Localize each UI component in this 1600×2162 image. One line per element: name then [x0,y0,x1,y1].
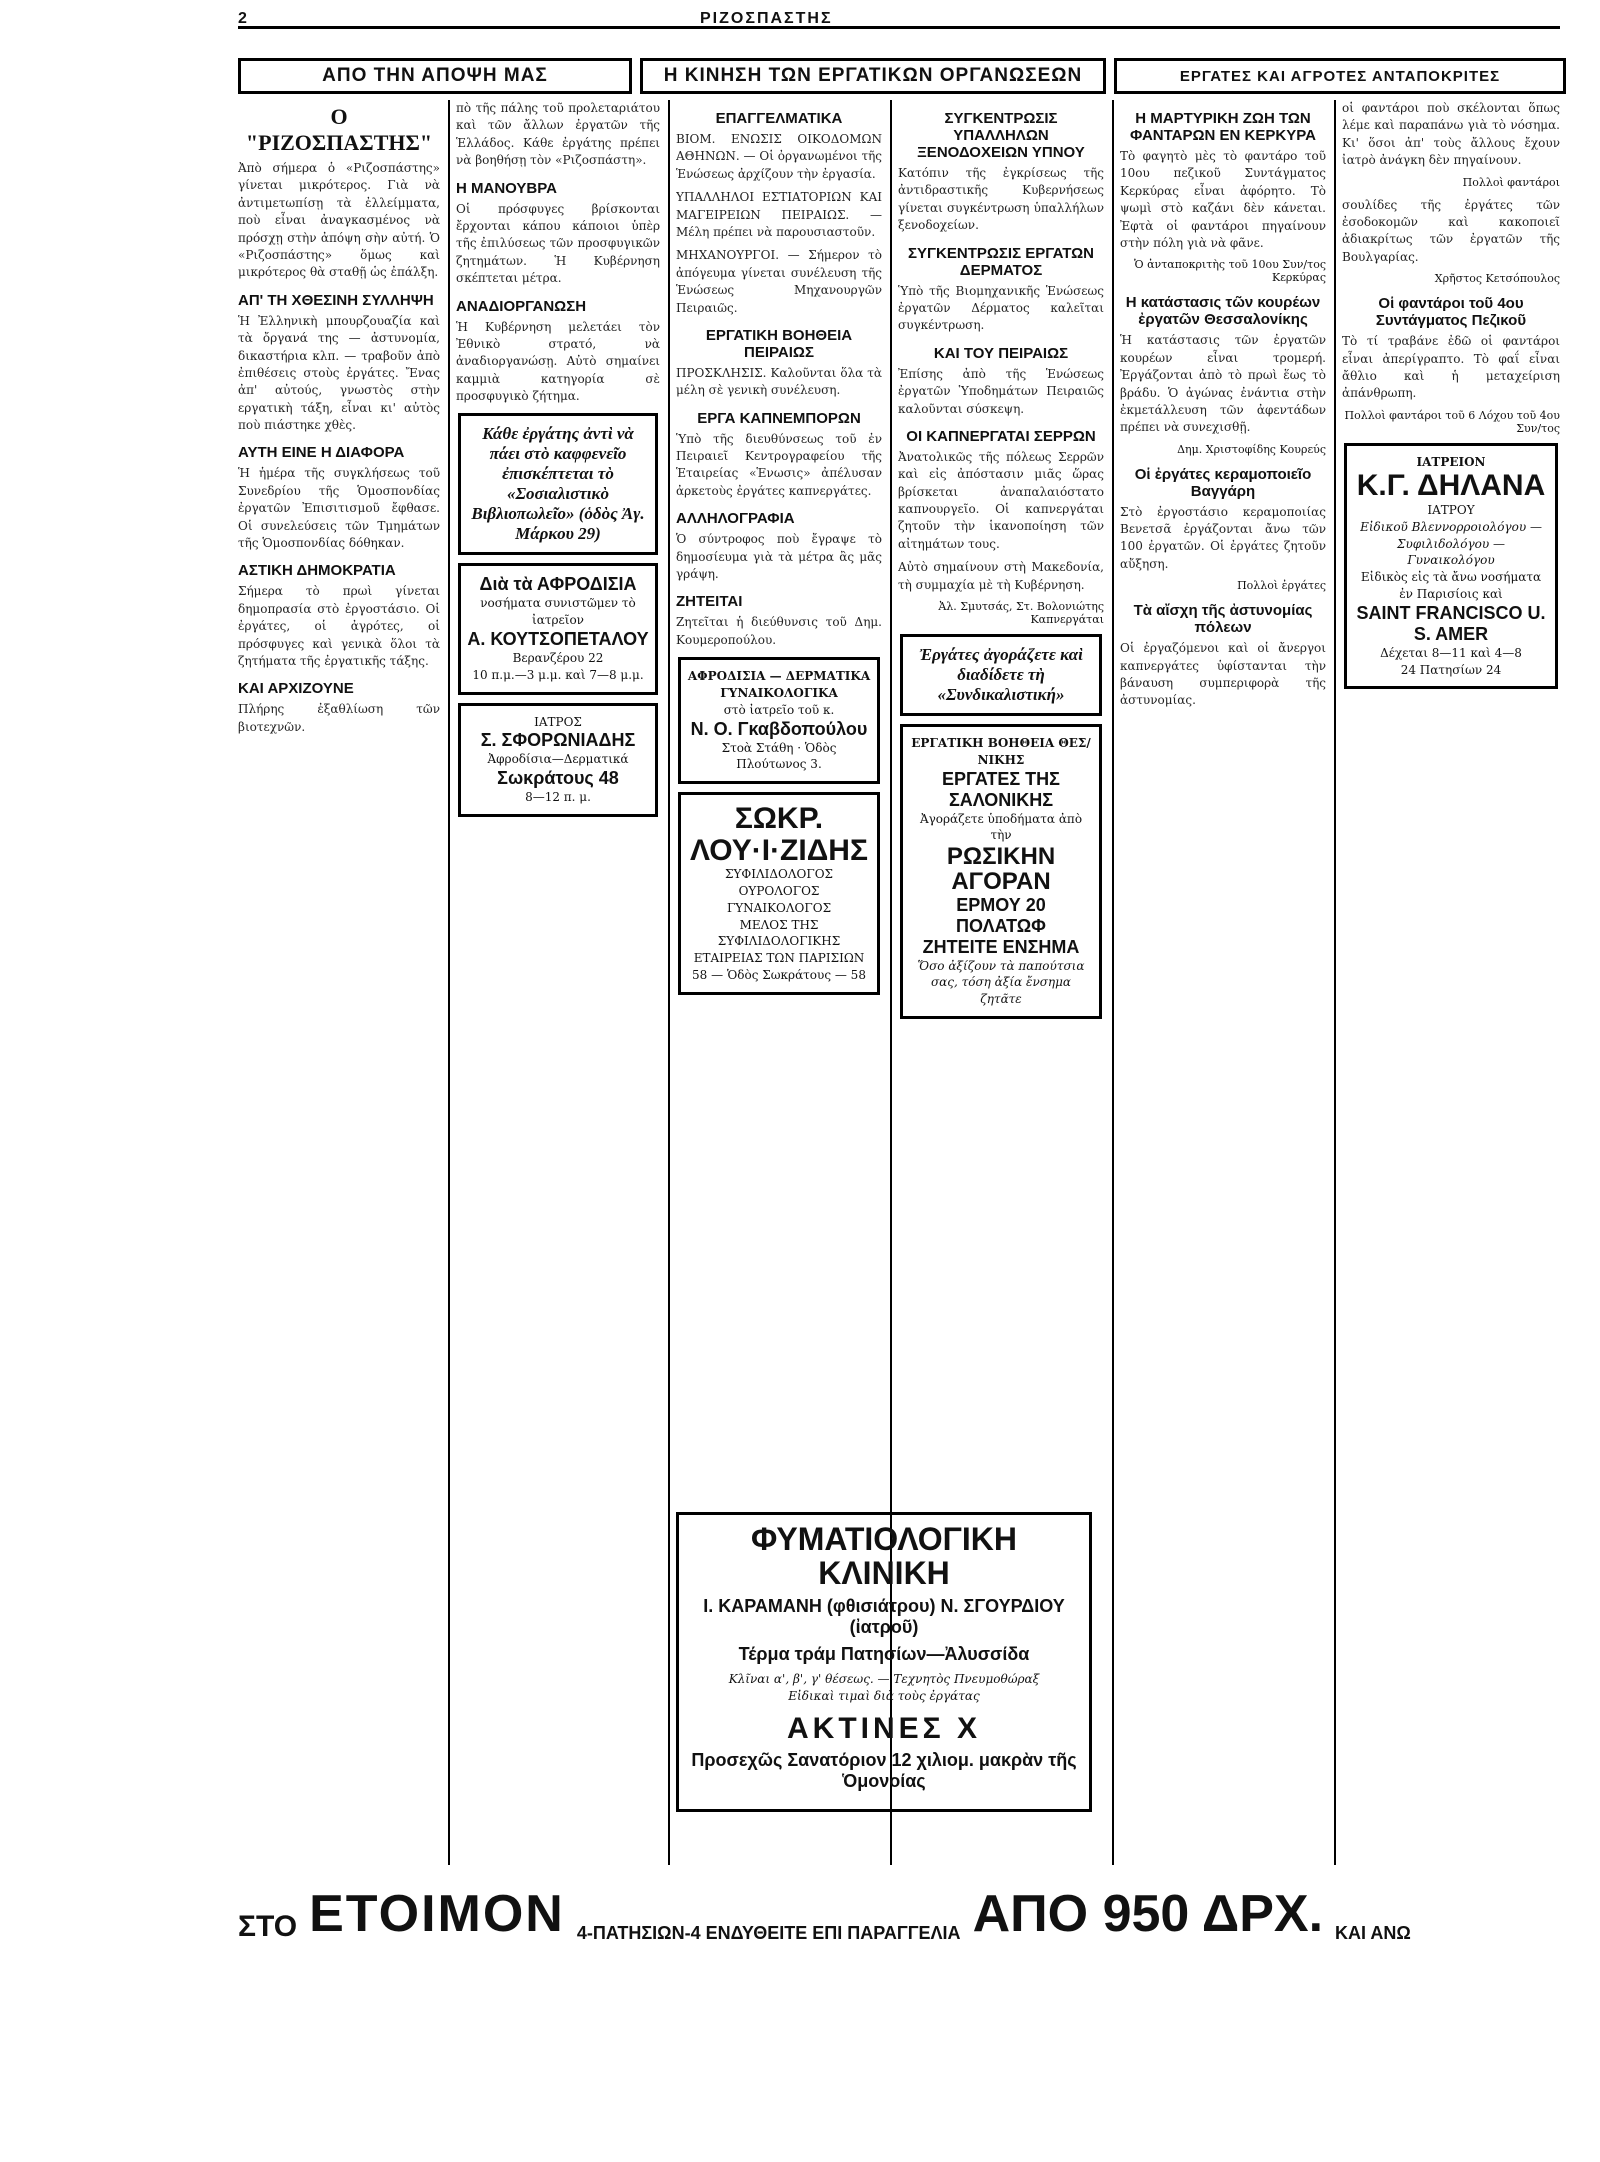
signature: Ἀλ. Σμυτσάς, Στ. Βολονιώτης Καπνεργάται [938,600,1104,627]
ad-koutsopetalou: Διὰ τὰ ΑΦΡΟΔΙΣΙΑ νοσήματα συνιστῶμεν τὸ ἰατρεῖον Α. ΚΟΥΤΣΟΠΕΤΑΛΟΥ Βερανζέρου 22 10 π.μ.—3 μ.μ. καὶ 7—8 μ.μ. [458,563,658,694]
column-1 [238,100,440,1865]
column-rule [1334,100,1336,1865]
column-rule [1112,100,1114,1865]
article-text: Ἀπὸ σήμερα ὁ «Ριζοσπάστης» γίνεται μικρότερος. Γιὰ νὰ ἀντιμετωπίσῃ τὰ ἐλλείμματα, ποὺ εἶναι ἀναγκασμένος νὰ πρόσχῃ στὴν ἀπόψη σὴν αὐτή. Ὁ «Ριζοσπάστης» ὅμως καὶ μικρότερος θὰ σταθῇ ὡς ἐπάλξη. [238,161,440,280]
article-subhead: ΣΥΓΚΕΝΤΡΩΣΙΣ ΕΡΓΑΤΩΝ ΔΕΡΜΑΤΟΣ [908,244,1094,279]
article-headline: Ο "ΡΙΖΟΣΠΑΣΤΗΣ" [245,104,433,155]
footer-store-name: ΕΤΟΙΜΟΝ [309,1885,565,1943]
article-subhead: ΕΡΓΑΤΙΚΗ ΒΟΗΘΕΙΑ ΠΕΙΡΑΙΩΣ [705,326,853,361]
article-text: ΥΠΑΛΛΗΛΟΙ ΕΣΤΙΑΤΟΡΙΩΝ ΚΑΙ ΜΑΓΕΙΡΕΙΩΝ ΠΕΙΡΑΙΩΣ. — Μέλη πρέπει νὰ παρουσιαστοῦν. [676,190,882,239]
column-3 [676,100,882,1240]
signature: Πολλοὶ φαντάροι [1462,175,1560,189]
article-text: ΒΙΟΜ. ΕΝΩΣΙΣ ΟΙΚΟΔΟΜΩΝ ΑΘΗΝΩΝ. — Οἱ ὀργανωμένοι τῆς Ἑνώσεως ἀρχίζουν τὴν ἐργασία. [676,132,882,181]
article-text: Πλήρης ἐξαθλίωση τῶν βιοτεχνῶν. [238,702,440,734]
article-text: Τὸ τί τραβάνε ἐδῶ οἱ φαντάροι εἶναι ἀπερίγραπτο. Τὸ φαΐ εἶναι ἄθλιο καὶ ἡ μεταχείριση ἀπάνθρωπη. [1342,334,1560,401]
article-text: Στὸ ἐργοστάσιο κεραμοποιίας Βενετσᾶ ἐργάζονται ἄνω τῶν 100 ἐργατῶν. Οἱ ἐργάτες ζητοῦν αὔξηση. [1120,504,1326,571]
article-subhead: ΣΥΓΚΕΝΤΡΩΣΙΣ ΥΠΑΛΛΗΛΩΝ ΞΕΝΟΔΟΧΕΙΩΝ ΥΠΝΟΥ [917,110,1085,161]
section-band-opinion: ΑΠΟ ΤΗΝ ΑΠΟΨΗ ΜΑΣ [238,58,632,94]
ad-rosiki-agora: ΕΡΓΑΤΙΚΗ ΒΟΗΘΕΙΑ ΘΕΣ/ΝΙΚΗΣ ΕΡΓΑΤΕΣ ΤΗΣ ΣΑΛΟΝΙΚΗΣ Ἀγοράζετε ὑποδήματα ἀπὸ τὴν ΡΩΣΙΚΗΝ ΑΓΟΡΑΝ ΕΡΜΟΥ 20 ΠΟΛΑΤΩΦ ΖΗΤΕΙΤΕ ΕΝΣΗΜΑ Ὅσο ἀξίζουν τὰ παπούτσια σας, τόση ἀξία ἔνσημα ζητᾶτε [900,724,1102,1019]
article-subhead: ΚΑΙ ΑΡΧΙΖΟΥΝΕ [238,680,354,698]
article-subhead: ΑΥΤΗ ΕΙΝΕ Η ΔΙΑΦΟΡΑ [238,444,405,462]
footer-price: ΑΠΟ 950 ΔΡΧ. [972,1885,1324,1943]
article-subhead: Η ΜΑΡΤΥΡΙΚΗ ΖΩΗ ΤΩΝ ΦΑΝΤΑΡΩΝ ΕΝ ΚΕΡΚΥΡΑ [1130,110,1316,144]
article-subhead: ΟΙ ΚΑΠΝΕΡΓΑΤΑΙ ΣΕΡΡΩΝ [906,427,1096,445]
article-subhead: ΑΝΑΔΙΟΡΓΑΝΩΣΗ [456,297,587,315]
article-text: Ἡ κατάστασις τῶν ἐργατῶν κουρέων εἶναι τρομερή. Ἐργάζονται ἀπὸ τὸ πρωὶ ἕως τὸ βράδυ. Ὁ ἀγώνας ἐνάντια στὴν ἐκμετάλλευση τῶν ἀφεντάδων πρέπει νὰ συνεχισθῇ. [1120,333,1326,435]
column-4 [898,100,1104,1240]
signature: Πολλοὶ φαντάροι τοῦ 6 Λόχου τοῦ 4ου Συν/τος [1344,408,1560,435]
signature: Δημ. Χριστοφίδης Κουρεύς [1177,442,1326,456]
article-text: Ἀνατολικῶς τῆς πόλεως Σερρῶν καὶ εἰς ἀπόστασιν μιᾶς ὥρας βρίσκεται ἀναπαλαιόστατο καπνουργεῖο. Οἱ καπνεργάται ζητοῦν τὴν ἱκανοποίηση τῶν αἰτημάτων τους. [898,449,1104,551]
article-text: Ὑπὸ τῆς διευθύνσεως τοῦ ἐν Πειραιεῖ Κεντρογραφείου τῆς Ἑταιρείας «Ἑνωσις» ἀπέλυσαν ἀρκετοὺς ἐργάτες καπνεργάτες. [676,431,882,498]
page-number: 2 [238,10,247,27]
signature: Χρῆστος Κετσόπουλος [1434,272,1560,286]
article-subhead: ΑΣΤΙΚΗ ΔΗΜΟΚΡΑΤΙΑ [238,562,396,580]
column-rule [668,100,670,1865]
article-text: Ἐπίσης ἀπὸ τῆς Ἑνώσεως ἐργατῶν Ὑποδημάτων Πειραιῶς καλοῦνται σύσκεψη. [898,366,1104,416]
article-subhead: Η κατάστασις τῶν κουρέων ἐργατῶν Θεσσαλονίκης [1125,294,1321,329]
footer-text: ΣΤΟ [238,1910,298,1943]
ad-dilana: ΙΑΤΡΕΙΟΝ Κ.Γ. ΔΗΛΑΝΑ ΙΑΤΡΟΥ Εἰδικοῦ Βλεννορροιολόγου — Συφιλιδολόγου — Γυναικολόγου Εἰδικὸς εἰς τὰ ἄνω νοσήματα ἐν Παρισίοις καὶ SAINT FRANCISCO U. S. AMER Δέχεται 8—11 καὶ 4—8 24 Πατησίων 24 [1344,443,1558,690]
article-subhead: ΑΛΛΗΛΟΓΡΑΦΙΑ [676,510,795,528]
article-text: Ἡ ἡμέρα τῆς συγκλήσεως τοῦ Συνεδρίου τῆς Ὁμοσπονδίας ἐργατῶν Ἐπισιτισμοῦ ἔφθασε. Οἱ συνελεύσεις τῶν Τμημάτων τῆς Ὁμοσπονδίας δόθηκαν. [238,466,440,551]
signature: Ὁ ἀνταποκριτὴς τοῦ 10ου Συν/τος Κερκύρας [1134,258,1326,285]
column-2 [456,100,660,1865]
masthead: ΡΙΖΟΣΠΑΣΤΗΣ [700,10,833,27]
article-text: ΠΡΟΣΚΛΗΣΙΣ. Καλοῦνται ὅλα τὰ μέλη σὲ γενικὴ συνέλευση. [676,365,882,398]
article-subhead: Οἱ ἐργάτες κεραμοποιεῖο Βαγγάρη [1134,465,1312,500]
article-subhead: ΖΗΤΕΙΤΑΙ [676,593,743,611]
article-text: Ἡ Κυβέρνηση μελετάει τὸν Ἐθνικὸ στρατό, νὰ ἀναδιοργανώσῃ. Αὐτὸ σημαίνει καμμιὰ κατηγορία σὲ προσφυγικὸ ζήτημα. [456,319,660,404]
article-subhead: Η ΜΑΝΟΥΒΡΑ [456,179,557,197]
ad-gavdopoulou: ΑΦΡΟΔΙΣΙΑ — ΔΕΡΜΑΤΙΚΑ ΓΥΝΑΙΚΟΛΟΓΙΚΑ στὸ ἰατρεῖο τοῦ κ. Ν. Ο. Γκαβδοπούλου Στοὰ Στάθη · Ὁδὸς Πλούτωνος 3. [678,657,880,784]
article-text: Ἡ Ἐλληνικὴ μπουρζουαζία καὶ τὰ ὄργανά της — ἀστυνομία, δικαστήρια κλπ. — τραβοῦν ἀπὸ ἐπιθέσεις στοὺς ἐργάτες. Ἔνας ἀπ' αὐτούς, γνωστὸς στὴν εργατικὴ τάξη, εἶναι κι' αὐτὸς ποὺ πιάστηκε χθὲς. [238,313,440,433]
article-subhead: Οἱ φαντάροι τοῦ 4ου Συντάγματος Πεζικοῦ [1375,295,1527,330]
article-text: Οἱ πρόσφυγες βρίσκονται ἔρχονται κάπου κάποιοι ὑπὲρ τῆς ἐπιλύσεως τῶν προσφυγικῶν ζητημάτων. Ἡ Κυβέρνηση σκέπτεται μέτρα. [456,201,660,286]
column-rule [448,100,450,1865]
article-text: σουλίδες τῆς ἐργάτες τῶν ἐσοδοκομῶν καὶ κακοποιεῖ ἀδιακρίτως τῶν ἐργατῶν τῆς Βουλγαρίας. [1342,197,1560,264]
article-text: πὸ τῆς πάλης τοῦ προλεταριάτου καὶ τῶν ἄλλων ἐργατῶν τῆς Ἑλλάδος. Κάθε ἐργάτης πρέπει νὰ βοηθήσῃ τὸν «Ριζοσπάστη». [456,101,660,168]
article-text: Ὑπὸ τῆς Βιομηχανικῆς Ἑνώσεως ἐργατῶν Δέρματος καλεῖται συγκέντρωση. [898,283,1104,333]
footer-ad-banner [238,1874,1560,1944]
signature: Πολλοὶ ἐργάτες [1237,579,1326,593]
article-subhead: ΑΠ' ΤΗ ΧΘΕΣΙΝΗ ΣΥΛΛΗΨΗ [238,291,434,309]
footer-text: 4-ΠΑΤΗΣΙΩΝ-4 ΕΝΔΥΘΕΙΤΕ ΕΠΙ ΠΑΡΑΓΓΕΛΙΑ [576,1923,961,1943]
article-text: Τὸ φαγητὸ μὲς τὸ φαντάρο τοῦ 10ου πεζικοῦ Συντάγματος Κερκύρας εἶναι ἀφόρητο. Τὸ ψωμὶ στὸ καζάνι δὲν κάνεται. Ἐφτὰ οἱ φαντάροι πηγαίνουν στὴν πόλη γιὰ νὰ φᾶνε. [1120,149,1326,250]
article-text: Σήμερα τὸ πρωὶ γίνεται δημοπρασία στὸ ἐργοστάσιο. Οἱ ἐργάτες, οἱ ἀγρότες, οἱ πρόσφυγες καὶ γενικὰ ὅλοι τὰ ζητήματα τῆς ἐργατικῆς τάξης. [238,584,440,668]
article-text: Οἱ ἐργαζόμενοι καὶ οἱ ἄνεργοι καπνεργάτες ὑφίστανται τὴν βάναυση συμπεριφορὰ τῆς ἀστυνομίας. [1120,641,1326,708]
ad-tb-clinic: ΦΥΜΑΤΙΟΛΟΓΙΚΗ ΚΛΙΝΙΚΗ Ι. ΚΑΡΑΜΑΝΗ (φθισιάτρου) Ν. ΣΓΟΥΡΔΙΟΥ (ἰατροῦ) Τέρμα τράμ Πατησίων—Ἀλυσσίδα Κλῖναι α', β', γ' θέσεως. — Τεχνητὸς Πνευμοθώραξ Εἰδικαὶ τιμαὶ διὰ τοὺς ἐργάτας ΑΚΤΙΝΕΣ Χ Προσεχῶς Σανατόριον 12 χιλιομ. μακρὰν τῆς Ὁμονοίας [676,1512,1092,1812]
article-subhead: ΕΡΓΑ ΚΑΠΝΕΜΠΟΡΩΝ [697,409,861,427]
ad-syndikalistiki: Ἐργάτες ἀγοράζετε καὶ διαδίδετε τὴ «Συνδικαλιστική» [900,634,1102,716]
article-text: Ζητεῖται ἡ διεύθυνσις τοῦ Δημ. Κουμεροπούλου. [676,615,882,647]
article-subhead: ΚΑΙ ΤΟΥ ΠΕΙΡΑΙΩΣ [933,344,1069,362]
article-text: Κατόπιν τῆς ἐγκρίσεως τῆς ἀντιδραστικῆς Κυβερνήσεως γίνεται συγκέντρωση ὑπαλλήλων ξενοδοχείων. [898,166,1104,233]
article-text: Αὐτὸ σημαίνουν στὴ Μακεδονία, τὴ συμμαχία μὲ τὴ Κυβέρνηση. [898,560,1104,592]
ad-louizidis: ΣΩΚΡ. ΛΟΥ·Ι·ΖΙΔΗΣ ΣΥΦΙΛΙΔΟΛΟΓΟΣ ΟΥΡΟΛΟΓΟΣ ΓΥΝΑΙΚΟΛΟΓΟΣ ΜΕΛΟΣ ΤΗΣ ΣΥΦΙΛΙΔΟΛΟΓΙΚΗΣ ΕΤΑΙΡΕΙΑΣ ΤΩΝ ΠΑΡΙΣΙΩΝ 58 — Ὁδὸς Σωκράτους — 58 [678,792,880,995]
top-rule [238,26,1560,29]
section-band-labor: Η ΚΙΝΗΣΗ ΤΩΝ ΕΡΓΑΤΙΚΩΝ ΟΡΓΑΝΩΣΕΩΝ [640,58,1106,94]
ad-bookshop: Κάθε ἐργάτης ἀντὶ νὰ πάει στὸ καφφενεῖο ἐπισκέπτεται τὸ «Σοσιαλιστικὸ Βιβλιοπωλεῖο» (ὁδὸς Ἀγ. Μάρκου 29) [458,413,658,555]
article-subhead: Τὰ αἴσχη τῆς ἀστυνομίας πόλεων [1133,602,1313,637]
article-text: Ὁ σύντροφος ποὺ ἔγραψε τὸ δημοσίευμα γιὰ τὰ μέτρα ἂς μᾶς γράψη. [676,532,882,582]
article-text: οἱ φαντάροι ποὺ σκέλονται ὅπως λέμε καὶ παραπάνω γιὰ τὸ νόσημα. Κι' ὅσοι ἀπ' τοὺς ἄλλους ἔχουν ἰατρὸ ἀνάγκη δὲν πηγαίνουν. [1342,101,1560,168]
article-subhead: ΕΠΑΓΓΕΛΜΑΤΙΚΑ [715,110,843,127]
column-5 [1120,100,1326,1865]
column-6 [1342,100,1560,1865]
article-text: ΜΗΧΑΝΟΥΡΓΟΙ. — Σήμερον τὸ ἀπόγευμα γίνεται συνέλευση τῆς Ἑνώσεως Μηχανουργῶν Πειραιῶς. [676,248,882,315]
footer-text: ΚΑΙ ΑΝΩ [1335,1923,1411,1943]
section-band-correspondents: ΕΡΓΑΤΕΣ ΚΑΙ ΑΓΡΟΤΕΣ ΑΝΤΑΠΟΚΡΙΤΕΣ [1114,58,1566,94]
ad-sforoniadis: ΙΑΤΡΟΣ Σ. ΣΦΟΡΩΝΙΑΔΗΣ Ἀφροδίσια—Δερματικά Σωκράτους 48 8—12 π. μ. [458,703,658,817]
